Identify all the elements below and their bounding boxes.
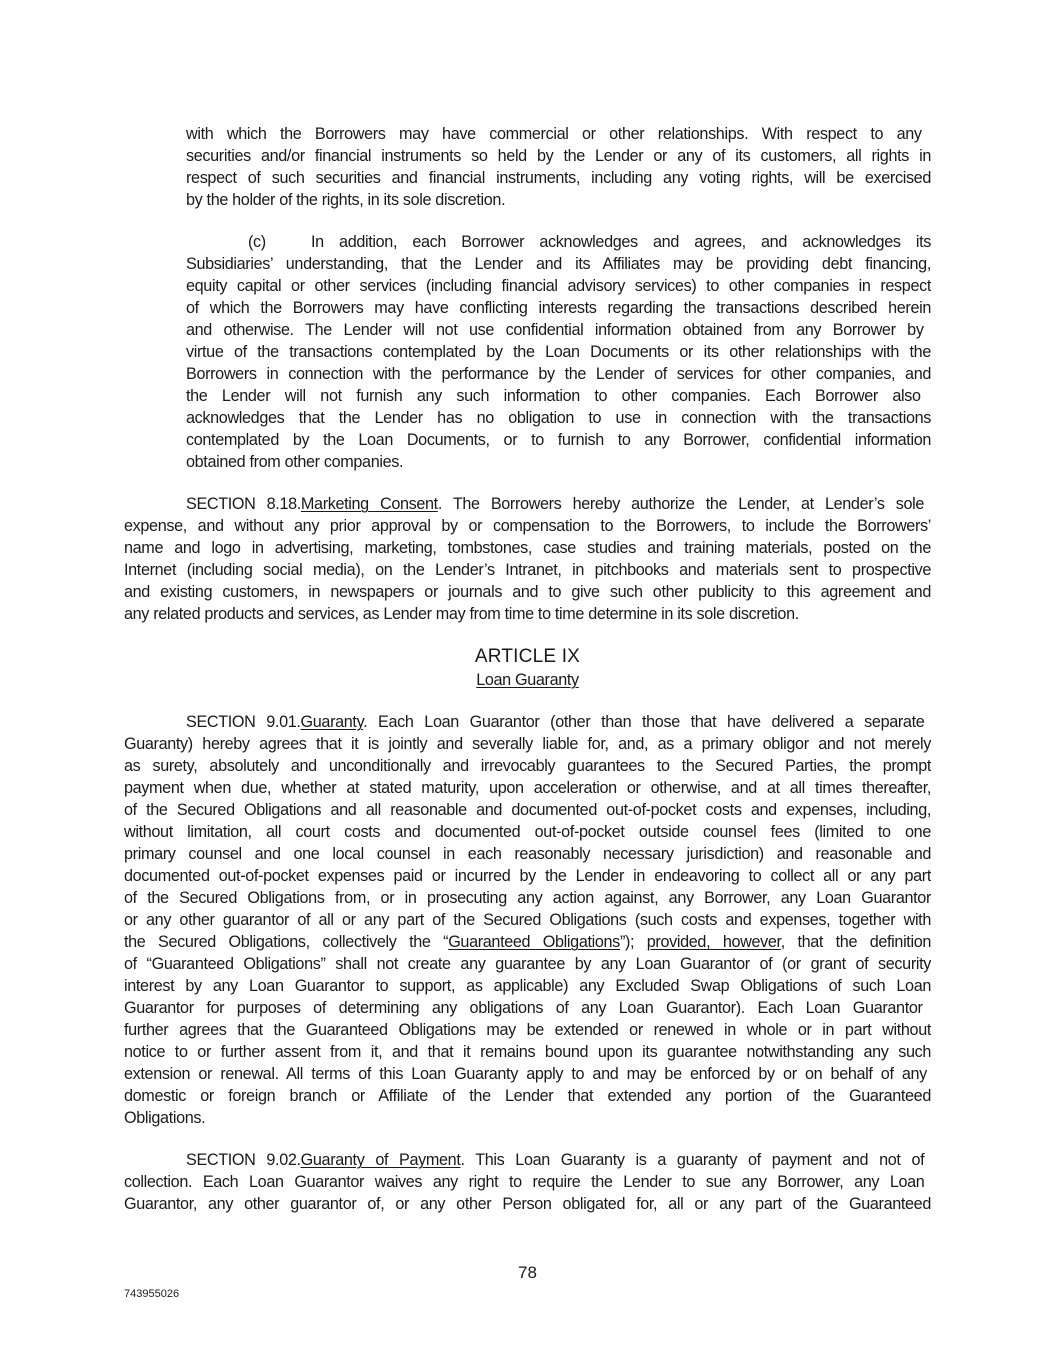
text-line: name and logo in advertising, marketing, tombstones, case studies and training materials, posted on the xyxy=(124,539,931,557)
text-line: collection. Each Loan Guarantor waives any right to require the Lender to sue any Borrower, any Loan xyxy=(124,1173,925,1191)
text-line: Internet (including social media), on the Lender’s Intranet, in pitchbooks and materials sent to prospective xyxy=(124,561,931,579)
page-number: 78 xyxy=(518,1263,537,1282)
text-line: primary counsel and one local counsel in each reasonably necessary jurisdiction) and reasonable and xyxy=(124,845,931,863)
text-line: Subsidiaries’ understanding, that the Lender and its Affiliates may be providing debt financing, xyxy=(186,255,931,273)
paragraph-gap xyxy=(0,691,1055,711)
defined-term-line xyxy=(124,931,931,953)
section-title: Guaranty xyxy=(300,713,364,731)
text-line: equity capital or other services (including financial advisory services) to other companies in respect xyxy=(186,277,931,295)
text-line: securities and/or financial instruments so held by the Lender or any of its customers, all rights in xyxy=(186,147,931,165)
text-line: by the holder of the rights, in its sole discretion. xyxy=(186,191,506,209)
text-line: of the Secured Obligations and all reasonable and documented out-of-pocket costs and expenses, including, xyxy=(124,801,931,819)
section-title: Marketing Consent xyxy=(300,495,438,513)
paragraph-c xyxy=(186,231,931,473)
section-title: Guaranty of Payment xyxy=(300,1151,461,1169)
section-8-18 xyxy=(124,493,931,625)
article-subtitle xyxy=(0,669,1055,691)
text-line: Guaranty) hereby agrees that it is jointly and severally liable for, and, as a primary obligor and not merely xyxy=(124,735,931,753)
text-segment: the Secured Obligations, collectively the “ xyxy=(124,933,449,951)
text-line: extension or renewal. All terms of this Loan Guaranty apply to and may be enforced by or on behalf of any xyxy=(124,1065,927,1083)
text-line: without limitation, all court costs and documented out-of-pocket outside counsel fees (limited to one xyxy=(124,823,931,841)
text-line: and existing customers, in newspapers or journals and to give such other publicity to this agreement and xyxy=(124,583,931,601)
page-footer xyxy=(0,1263,1055,1313)
text-line: of “Guaranteed Obligations” shall not create any guarantee by any Loan Guarantor of (or grant of security xyxy=(124,955,931,973)
text-line: obtained from other companies. xyxy=(186,453,404,471)
article-subtitle-text: Loan Guaranty xyxy=(476,671,579,689)
text-line: interest by any Loan Guarantor to support, as applicable) any Excluded Swap Obligations of such Loan xyxy=(124,977,931,995)
text-line: or any other guarantor of all or any part of the Secured Obligations (such costs and expenses, together with xyxy=(124,911,931,929)
proviso-term: provided, however xyxy=(646,933,781,951)
section-text: . The Borrowers hereby authorize the Lender, at Lender’s sole xyxy=(437,495,924,513)
text-line: contemplated by the Loan Documents, or to furnish to any Borrower, confidential information xyxy=(186,431,931,449)
text-line: and otherwise. The Lender will not use confidential information obtained from any Borrower by xyxy=(186,321,924,339)
document-id: 743955026 xyxy=(124,1288,180,1300)
section-9-01-lines-a xyxy=(124,733,931,931)
paragraph-label: (c) xyxy=(248,233,266,251)
text-line: documented out-of-pocket expenses paid or incurred by the Lender in endeavoring to collect all or any part xyxy=(124,867,931,885)
article-title: ARTICLE IX xyxy=(474,646,581,667)
text-line: domestic or foreign branch or Affiliate of the Lender that extended any portion of the Guaranteed xyxy=(124,1087,931,1105)
section-number: SECTION 8.18. xyxy=(186,495,301,513)
text-line: Borrowers in connection with the performance by the Lender of services for other companies, and xyxy=(186,365,931,383)
text-segment: , that the definition xyxy=(780,933,931,951)
paragraph-gap xyxy=(0,625,1055,645)
defined-term-guaranteed-obligations: Guaranteed Obligations xyxy=(448,933,620,951)
paragraph-continuation xyxy=(186,123,931,211)
section-9-01-first-line xyxy=(124,711,931,733)
section-number: SECTION 9.01. xyxy=(186,713,301,731)
section-number: SECTION 9.02. xyxy=(186,1151,301,1169)
text-line: acknowledges that the Lender has no obligation to use in connection with the transactions xyxy=(186,409,931,427)
section-8-18-first-line xyxy=(124,493,931,515)
section-9-02-first-line xyxy=(124,1149,931,1171)
text-line: notice to or further assent from it, and that it remains bound upon its guarantee notwithstanding any such xyxy=(124,1043,931,1061)
paragraph-gap xyxy=(0,1129,1055,1149)
paragraph-c-first-line xyxy=(186,231,931,253)
text-line: the Lender will not furnish any such information to other companies. Each Borrower also xyxy=(186,387,921,405)
section-text: . Each Loan Guarantor (other than those that have delivered a separate xyxy=(363,713,925,731)
text-line: Guarantor for purposes of determining any obligations of any Loan Guarantor). Each Loan Guarantor xyxy=(124,999,923,1017)
text-line: any related products and services, as Lender may from time to time determine in its sole discretion. xyxy=(124,605,799,623)
text-line: virtue of the transactions contemplated by the Loan Documents or its other relationships with the xyxy=(186,343,931,361)
text-line: with which the Borrowers may have commercial or other relationships. With respect to any xyxy=(186,125,922,143)
text-line: as surety, absolutely and unconditionally and irrevocably guarantees to the Secured Parties, the prompt xyxy=(124,757,931,775)
text-line: further agrees that the Guaranteed Obligations may be extended or renewed in whole or in part without xyxy=(124,1021,931,1039)
paragraph-gap xyxy=(0,473,1055,493)
section-9-01 xyxy=(124,711,931,1129)
text-line: payment when due, whether at stated maturity, upon acceleration or otherwise, and at all times thereafter, xyxy=(124,779,931,797)
text-line: of which the Borrowers may have conflicting interests regarding the transactions described herein xyxy=(186,299,931,317)
text-line: respect of such securities and financial instruments, including any voting rights, will be exercised xyxy=(186,169,931,187)
paragraph-c-text: In addition, each Borrower acknowledges and agrees, and acknowledges its xyxy=(311,233,931,251)
text-line: Obligations. xyxy=(124,1109,206,1127)
text-line: Guarantor, any other guarantor of, or any other Person obligated for, all or any part of the Guaranteed xyxy=(124,1195,931,1213)
paragraph-gap xyxy=(0,211,1055,231)
section-9-02 xyxy=(124,1149,931,1215)
section-text: . This Loan Guaranty is a guaranty of payment and not of xyxy=(460,1151,925,1169)
text-line: of the Secured Obligations from, or in prosecuting any action against, any Borrower, any Loan Guarantor xyxy=(124,889,931,907)
text-segment: ”); xyxy=(619,933,647,951)
text-line: expense, and without any prior approval by or compensation to the Borrowers, to include the Borrowers’ xyxy=(124,517,931,535)
section-9-01-lines-b xyxy=(124,953,931,1129)
